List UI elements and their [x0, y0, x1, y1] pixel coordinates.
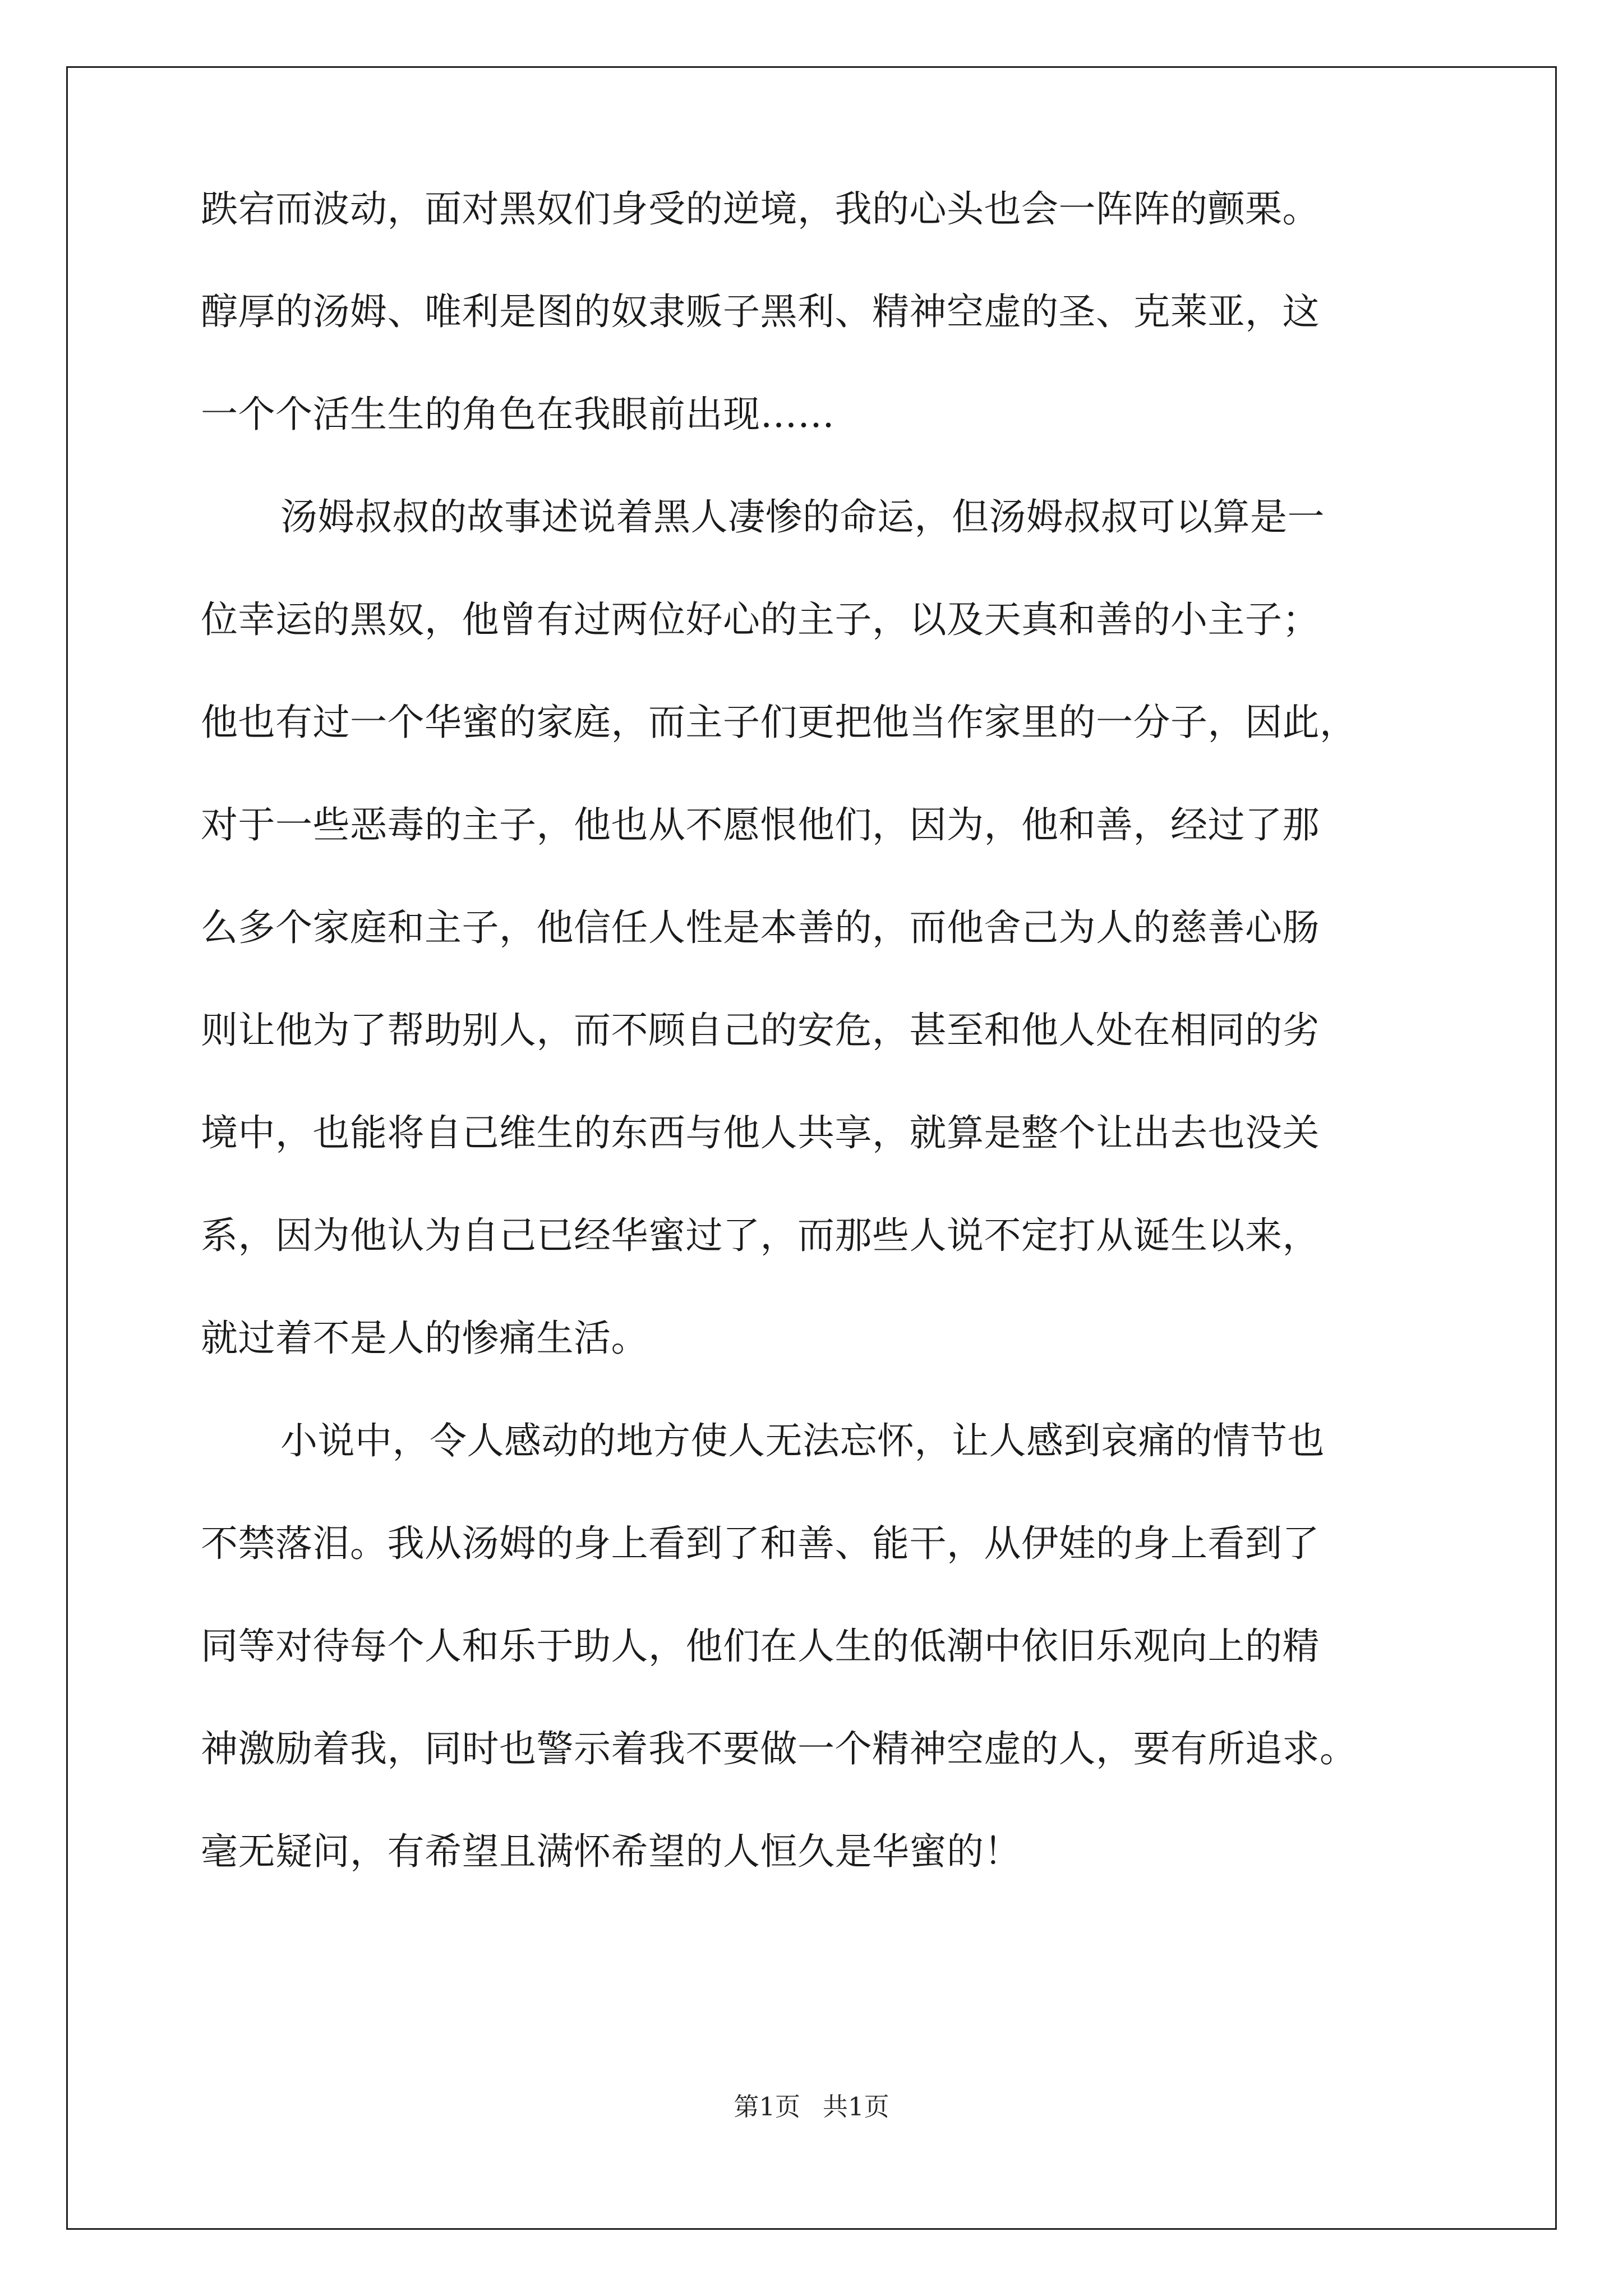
text-line: 则让他为了帮助别人，而不顾自己的安危，甚至和他人处在相同的劣: [201, 1009, 1320, 1052]
text-line: 醇厚的汤姆、唯利是图的奴隶贩子黑利、精神空虚的圣、克莱亚，这: [201, 290, 1320, 333]
text-line: 就过着不是人的惨痛生活。: [201, 1317, 648, 1360]
page-number: 第1页: [734, 2092, 800, 2122]
text-line: 系，因为他认为自己已经华蜜过了，而那些人说不定打从诞生以来，: [201, 1214, 1320, 1257]
text-line: 么多个家庭和主子，他信任人性是本善的，而他舍己为人的慈善心肠: [201, 906, 1320, 949]
paragraph-first-line: 小说中，令人感动的地方使人无法忘怀，让人感到哀痛的情节也: [280, 1419, 1325, 1462]
text-line: 毫无疑问，有希望且满怀希望的人恒久是华蜜的！: [201, 1830, 1021, 1873]
text-line: 位幸运的黑奴，他曾有过两位好心的主子，以及天真和善的小主子；: [201, 598, 1320, 641]
page-footer: [0, 2092, 1623, 2122]
text-line: 跌宕而波动，面对黑奴们身受的逆境，我的心头也会一阵阵的颤栗。: [201, 187, 1320, 231]
page-total: 共1页: [823, 2092, 889, 2122]
text-line: 他也有过一个华蜜的家庭，而主子们更把他当作家里的一分子，因此，: [201, 701, 1357, 744]
text-line: 同等对待每个人和乐于助人，他们在人生的低潮中依旧乐观向上的精: [201, 1625, 1320, 1668]
text-line: 一个个活生生的角色在我眼前出现……: [201, 393, 835, 436]
text-line: 不禁落泪。我从汤姆的身上看到了和善、能干，从伊娃的身上看到了: [201, 1522, 1320, 1565]
paragraph-first-line: 汤姆叔叔的故事述说着黑人凄惨的命运，但汤姆叔叔可以算是一: [280, 495, 1325, 539]
document-body: [201, 187, 1451, 1936]
text-line: 境中，也能将自己维生的东西与他人共享，就算是整个让出去也没关: [201, 1111, 1320, 1154]
text-line: 神激励着我，同时也警示着我不要做一个精神空虚的人，要有所追求。: [201, 1727, 1357, 1770]
text-line: 对于一些恶毒的主子，他也从不愿恨他们，因为，他和善，经过了那: [201, 803, 1320, 846]
